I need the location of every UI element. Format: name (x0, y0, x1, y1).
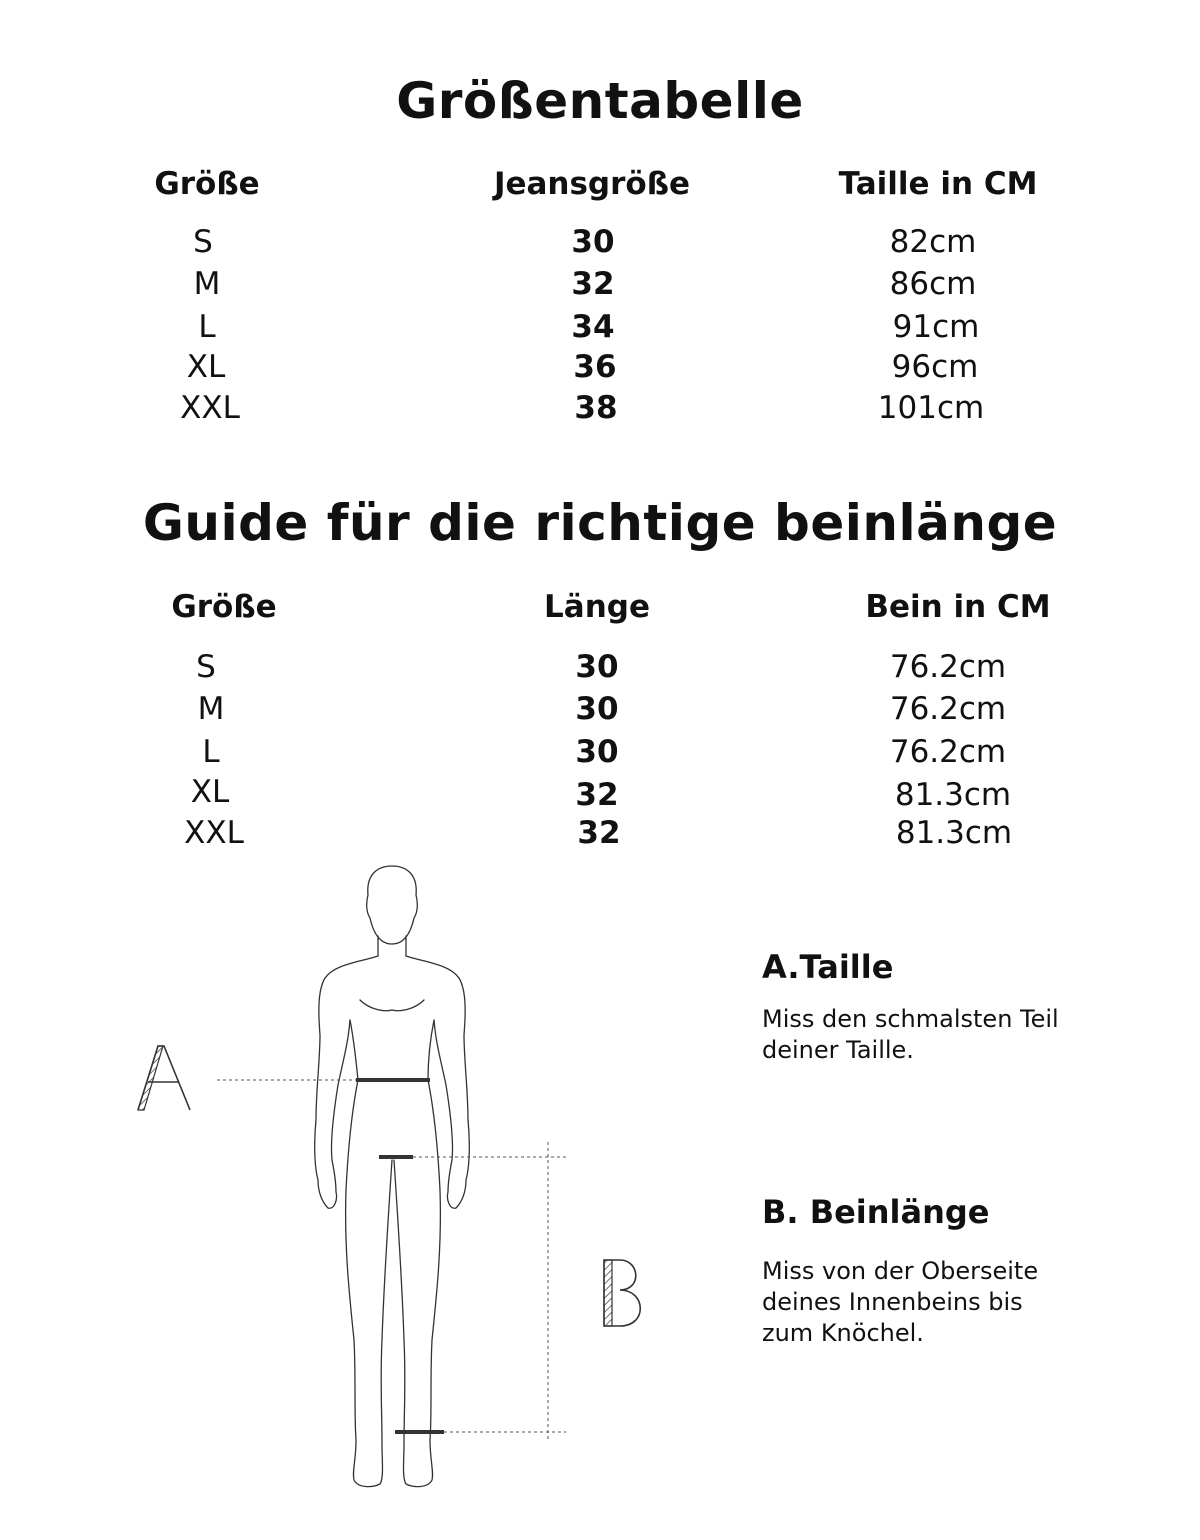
table-cell: M (197, 691, 225, 727)
table-cell: 32 (575, 777, 619, 813)
table-cell: S (196, 649, 216, 685)
size-header: Größe (154, 166, 260, 202)
table-cell: 34 (571, 309, 615, 345)
table-cell: 86cm (889, 266, 977, 302)
length-header: Länge (544, 589, 650, 625)
table-cell: 101cm (877, 390, 985, 426)
table-cell: 76.2cm (889, 649, 1007, 685)
waist-guide-title: A.Taille (762, 948, 894, 986)
body-outline-figure (0, 840, 700, 1540)
marker-a-letter (138, 1046, 190, 1110)
table-cell: 76.2cm (889, 734, 1007, 770)
table-cell: 38 (574, 390, 618, 426)
table-cell: M (193, 266, 221, 302)
table-cell: 81.3cm (894, 777, 1012, 813)
leg-cm-header: Bein in CM (865, 589, 1051, 625)
waist-header: Taille in CM (838, 166, 1038, 202)
leg-table-title: Guide für die richtige beinlänge (142, 494, 1058, 552)
table-cell: L (198, 309, 216, 345)
table-cell: 30 (575, 691, 619, 727)
table-cell: 32 (577, 815, 621, 851)
table-cell: 91cm (892, 309, 980, 345)
size-header: Größe (171, 589, 277, 625)
table-cell: 76.2cm (889, 691, 1007, 727)
table-cell: 30 (575, 649, 619, 685)
table-cell: XL (186, 349, 226, 385)
inseam-guide-title: B. Beinlänge (762, 1193, 990, 1231)
table-cell: 82cm (889, 224, 977, 260)
table-cell: XL (190, 774, 230, 810)
table-cell: 81.3cm (895, 815, 1013, 851)
table-cell: XXL (184, 815, 244, 851)
table-cell: 30 (575, 734, 619, 770)
table-cell: XXL (180, 390, 240, 426)
marker-b-letter (604, 1260, 640, 1326)
table-cell: 30 (571, 224, 615, 260)
inseam-guide-text: Miss von der Oberseite deines Innenbeins bis zum Knöchel. (762, 1257, 1039, 1347)
table-cell: S (193, 224, 213, 260)
waist-guide-text: Miss den schmalsten Teil deiner Taille. (762, 1005, 1059, 1064)
size-table-title: Größentabelle (396, 72, 804, 130)
jeans-size-header: Jeansgröße (493, 166, 691, 202)
table-cell: L (202, 734, 220, 770)
table-cell: 32 (571, 266, 615, 302)
table-cell: 36 (573, 349, 617, 385)
table-cell: 96cm (891, 349, 979, 385)
